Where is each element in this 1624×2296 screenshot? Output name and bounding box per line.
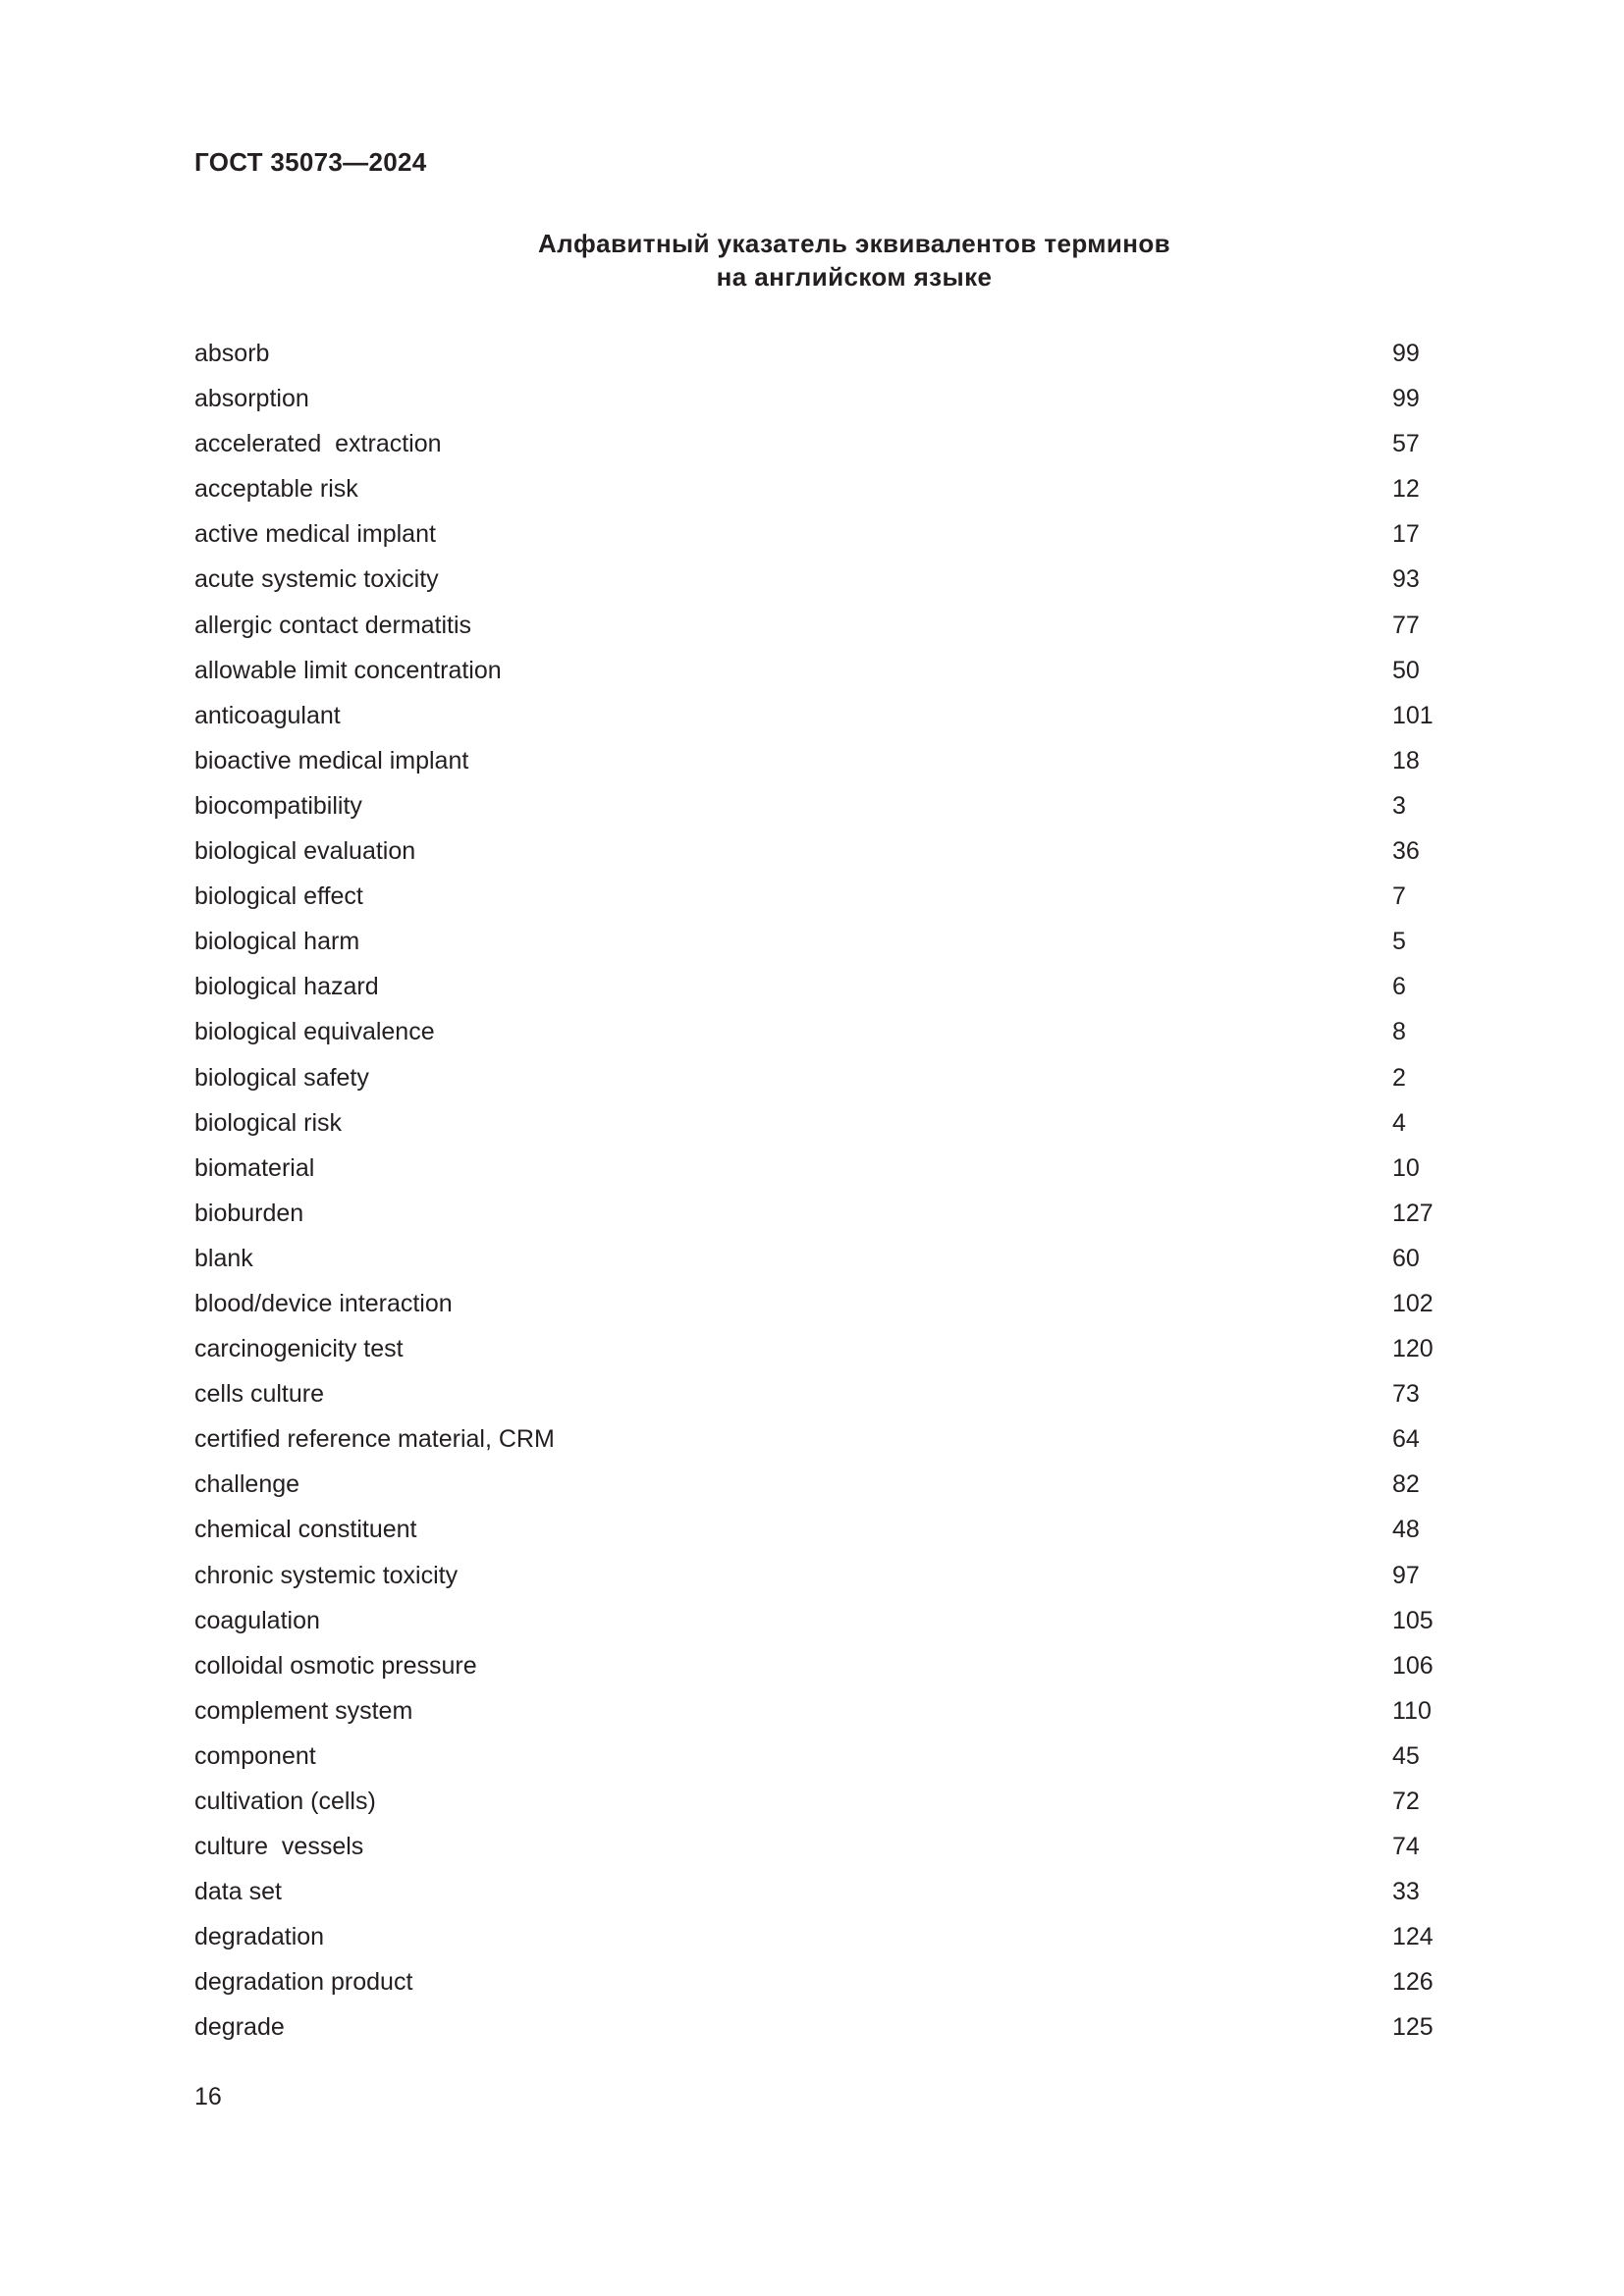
index-entry xyxy=(194,1510,1441,1555)
page-number: 16 xyxy=(194,2083,222,2110)
index-entry xyxy=(194,831,1441,877)
index-term-number: 64 xyxy=(1392,1425,1420,1454)
index-entry xyxy=(194,741,1441,786)
index-term: degrade xyxy=(194,2013,285,2042)
index-term-number: 60 xyxy=(1392,1244,1420,1272)
index-term: biological effect xyxy=(194,882,363,911)
index-term: cultivation (cells) xyxy=(194,1788,376,1815)
index-term-number: 8 xyxy=(1392,1018,1406,1046)
index-term-number: 97 xyxy=(1392,1561,1420,1589)
index-term-number: 18 xyxy=(1392,746,1420,774)
term-index-list xyxy=(194,334,1441,2054)
index-title-line-1: Алфавитный указатель эквивалентов терминов xyxy=(537,229,1171,258)
index-term-number: 3 xyxy=(1392,791,1406,820)
index-entry xyxy=(194,786,1441,831)
index-term: bioactive medical implant xyxy=(194,746,469,774)
index-entry xyxy=(194,1646,1441,1691)
index-term: active medical implant xyxy=(194,520,436,549)
index-term: absorption xyxy=(194,385,309,413)
standard-header: ГОСТ 35073—2024 xyxy=(194,147,427,177)
index-term: challenge xyxy=(194,1470,300,1499)
index-entry xyxy=(194,1374,1441,1419)
index-term: biological harm xyxy=(194,928,360,956)
index-entry xyxy=(194,1012,1441,1057)
index-term: biomaterial xyxy=(194,1153,315,1182)
index-term-number: 4 xyxy=(1392,1108,1406,1137)
index-term: complement system xyxy=(194,1696,413,1725)
index-term-number: 10 xyxy=(1392,1153,1420,1182)
index-term: biocompatibility xyxy=(194,791,362,820)
index-term: biological risk xyxy=(194,1108,343,1137)
index-term: acceptable risk xyxy=(194,475,358,504)
index-term-number: 6 xyxy=(1392,973,1406,1001)
index-term: degradation xyxy=(194,1923,325,1951)
index-term-number: 125 xyxy=(1392,2013,1434,2042)
index-term: biological hazard xyxy=(194,973,379,1001)
index-term: culture vessels xyxy=(194,1833,364,1861)
index-term-number: 73 xyxy=(1392,1380,1420,1409)
index-term-number: 50 xyxy=(1392,656,1420,684)
index-entry xyxy=(194,1782,1441,1827)
index-term: data set xyxy=(194,1878,282,1906)
index-entry xyxy=(194,1329,1441,1374)
index-term: chronic systemic toxicity xyxy=(194,1561,459,1589)
index-entry xyxy=(194,967,1441,1012)
index-term: anticoagulant xyxy=(194,701,341,729)
index-term: acute systemic toxicity xyxy=(194,565,439,594)
index-entry xyxy=(194,1917,1441,1962)
index-term-number: 48 xyxy=(1392,1516,1420,1544)
index-term-number: 105 xyxy=(1392,1606,1434,1634)
index-entry xyxy=(194,1736,1441,1782)
index-entry xyxy=(194,1284,1441,1329)
index-term-number: 7 xyxy=(1392,882,1406,911)
index-term-number: 106 xyxy=(1392,1651,1434,1680)
index-term-number: 99 xyxy=(1392,340,1420,367)
index-entry xyxy=(194,1962,1441,2007)
index-term: biological evaluation xyxy=(194,837,416,866)
index-term: allowable limit concentration xyxy=(194,656,502,684)
index-term-number: 93 xyxy=(1392,565,1420,594)
index-term: biological equivalence xyxy=(194,1018,435,1046)
index-term-number: 126 xyxy=(1392,1968,1434,1997)
index-entry xyxy=(194,560,1441,605)
index-entry xyxy=(194,1827,1441,1872)
index-entry xyxy=(194,877,1441,922)
index-term-number: 110 xyxy=(1392,1696,1432,1725)
index-term-number: 33 xyxy=(1392,1878,1420,1906)
index-term-number: 74 xyxy=(1392,1833,1420,1861)
index-term-number: 127 xyxy=(1392,1199,1434,1227)
index-term-number: 17 xyxy=(1392,520,1420,549)
index-term-number: 101 xyxy=(1392,701,1434,729)
index-entry xyxy=(194,379,1441,424)
index-term: accelerated extraction xyxy=(194,430,442,458)
index-entry xyxy=(194,514,1441,560)
index-entry xyxy=(194,2007,1441,2053)
index-term: absorb xyxy=(194,340,270,367)
index-entry xyxy=(194,424,1441,469)
index-term-number: 36 xyxy=(1392,837,1420,866)
index-term-number: 12 xyxy=(1392,475,1420,504)
index-term: certified reference material, CRM xyxy=(194,1425,555,1454)
index-term: blank xyxy=(194,1244,253,1272)
index-term: allergic contact dermatitis xyxy=(194,611,472,639)
index-term: blood/device interaction xyxy=(194,1289,453,1317)
index-entry xyxy=(194,1419,1441,1465)
index-entry xyxy=(194,1465,1441,1510)
index-entry xyxy=(194,1194,1441,1239)
index-term-number: 2 xyxy=(1392,1063,1406,1092)
index-title-line-2: на английском языке xyxy=(716,262,993,292)
index-entry xyxy=(194,1556,1441,1601)
index-term: biological safety xyxy=(194,1063,369,1092)
index-entry xyxy=(194,606,1441,651)
index-term-number: 99 xyxy=(1392,385,1420,413)
index-entry xyxy=(194,1239,1441,1284)
index-entry xyxy=(194,696,1441,741)
index-term-number: 72 xyxy=(1392,1788,1420,1815)
index-term: colloidal osmotic pressure xyxy=(194,1651,477,1680)
index-entry xyxy=(194,651,1441,696)
index-term: degradation product xyxy=(194,1968,413,1997)
index-entry xyxy=(194,1601,1441,1646)
index-entry xyxy=(194,1872,1441,1917)
index-term-number: 57 xyxy=(1392,430,1420,458)
index-term-number: 120 xyxy=(1392,1335,1434,1363)
index-term: bioburden xyxy=(194,1199,304,1227)
index-entry xyxy=(194,1058,1441,1103)
index-term: cells culture xyxy=(194,1380,324,1409)
index-entry xyxy=(194,1691,1441,1736)
index-term-number: 45 xyxy=(1392,1741,1420,1770)
index-entry xyxy=(194,469,1441,514)
index-entry xyxy=(194,1103,1441,1148)
index-term-number: 82 xyxy=(1392,1470,1420,1499)
index-title xyxy=(0,227,1624,294)
index-term-number: 102 xyxy=(1392,1289,1434,1317)
index-entry xyxy=(194,334,1441,379)
index-term-number: 77 xyxy=(1392,611,1420,639)
index-term: component xyxy=(194,1741,316,1770)
index-term: carcinogenicity test xyxy=(194,1335,404,1363)
index-term: chemical constituent xyxy=(194,1516,417,1544)
index-entry xyxy=(194,1148,1441,1194)
index-term-number: 5 xyxy=(1392,928,1406,956)
index-term-number: 124 xyxy=(1392,1923,1434,1951)
index-entry xyxy=(194,922,1441,967)
index-term: coagulation xyxy=(194,1606,320,1634)
